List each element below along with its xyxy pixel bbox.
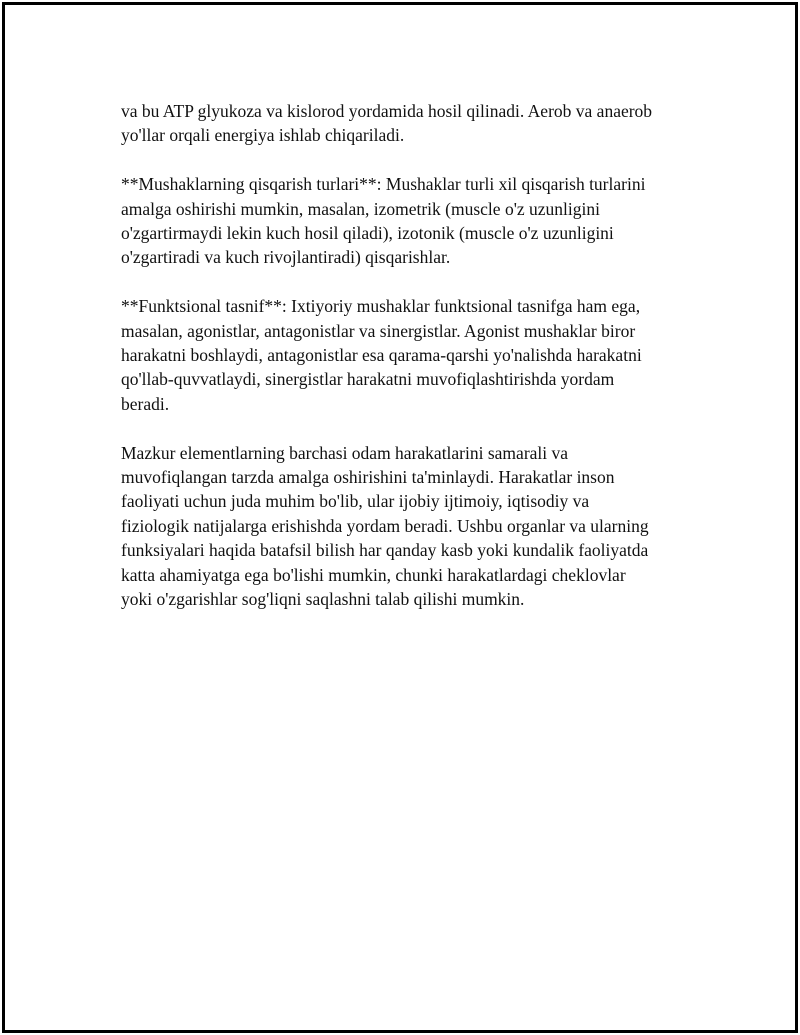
paragraph-conclusion [121,441,681,612]
text-line: va bu ATP glyukoza va kislorod yordamida hosil qilinadi. Aerob va anaerob [121,101,653,121]
document-body [121,99,681,636]
document-page [2,2,798,1033]
text-line: amalga oshirishi mumkin, masalan, izometrik (muscle o'z uzunligini [121,198,600,219]
text-line: o'zgartiradi va kuch rivojlantiradi) qisqarishlar. [121,247,451,268]
text-line: faoliyati uchun juda muhim bo'lib, ular ijobiy ijtimoiy, iqtisodiy va [121,491,590,512]
text-line: yoki o'zgarishlar sog'liqni saqlashni talab qilishi mumkin. [121,589,525,610]
text-line: o'zgartirmaydi lekin kuch hosil qiladi), izotonik (muscle o'z uzunligini [121,223,614,244]
text-line: **Funktsional tasnif**: Ixtiyoriy mushaklar funktsional tasnifga ham ega, [121,296,641,317]
text-line: qo'llab-quvvatlaydi, sinergistlar harakatni muvofiqlashtirishda yordam [121,369,615,390]
text-line: **Mushaklarning qisqarish turlari**: Mushaklar turli xil qisqarish turlarini [121,174,646,195]
text-line: fiziologik natijalarga erishishda yordam beradi. Ushbu organlar va ularning [121,515,649,536]
text-line: muvofiqlangan tarzda amalga oshirishini ta'minlaydi. Harakatlar inson [121,467,615,488]
text-line: yo'llar orqali energiya ishlab chiqariladi. [121,125,405,146]
paragraph-energy [121,99,681,148]
paragraph-functional-classification [121,294,681,416]
text-line: funksiyalari haqida batafsil bilish har qanday kasb yoki kundalik faoliyatda [121,540,649,561]
text-line: katta ahamiyatga ega bo'lishi mumkin, chunki harakatlardagi cheklovlar [121,564,626,585]
text-line: Mazkur elementlarning barchasi odam harakatlarini samarali va [121,442,569,463]
text-line: masalan, agonistlar, antagonistlar va sinergistlar. Agonist mushaklar biror [121,320,636,341]
text-line: harakatni boshlaydi, antagonistlar esa qarama-qarshi yo'nalishda harakatni [121,345,642,366]
text-line: beradi. [121,393,170,414]
paragraph-contraction-types [121,172,681,270]
